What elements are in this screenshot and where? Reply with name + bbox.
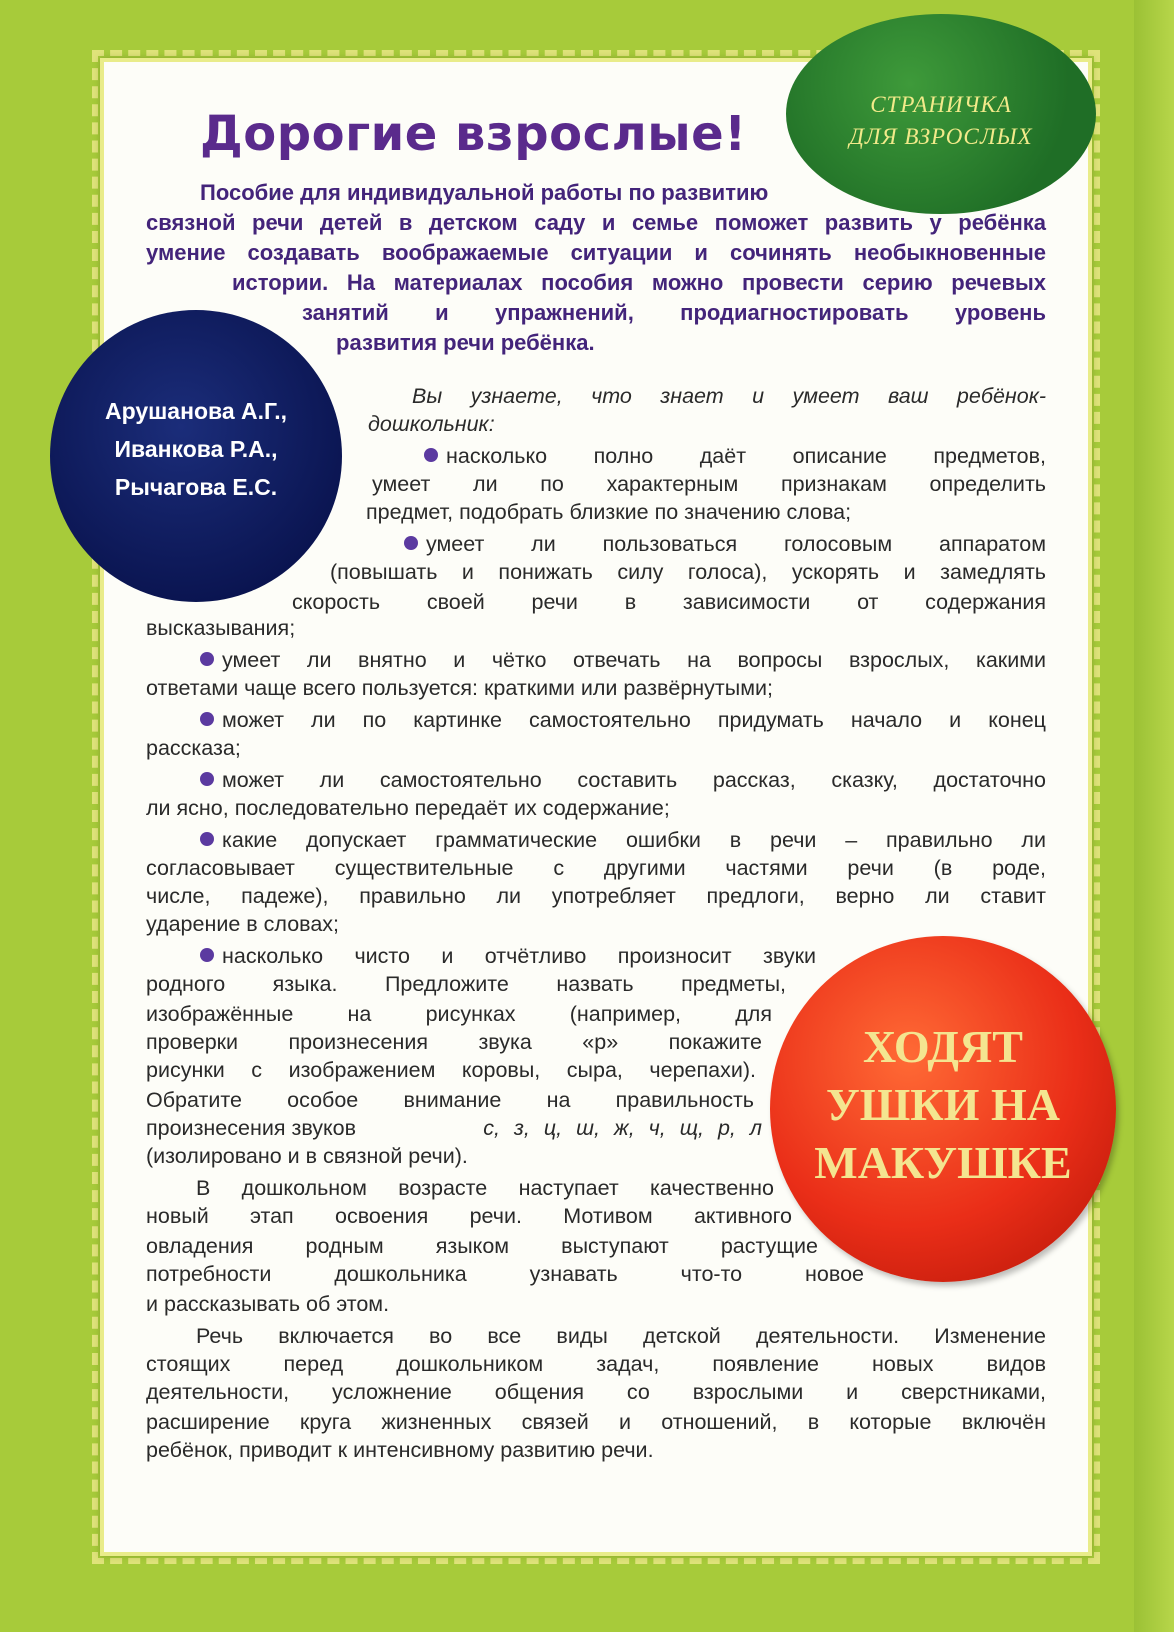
section-title-line: МАКУШКЕ bbox=[814, 1137, 1072, 1188]
author-name: Арушанова А.Г., bbox=[104, 398, 287, 424]
bullet-continuation: рисунки с изображением коровы, сыра, черепахи). bbox=[146, 1058, 756, 1082]
bullet-item: может ли по картинке самостоятельно придумать начало и конец bbox=[200, 706, 1046, 734]
intro-line: занятий и упражнений, продиагностировать уровень bbox=[302, 300, 1046, 325]
paragraph-line: потребности дошкольника узнавать что-то новое bbox=[146, 1262, 864, 1286]
bullet-continuation: числе, падеже), правильно ли употребляет предлоги, верно ли ставит bbox=[146, 884, 1046, 908]
page-heading: Дорогие взрослые! bbox=[200, 106, 747, 162]
intro-line: умение создавать воображаемые ситуации и сочинять необыкновенные bbox=[146, 240, 1046, 265]
paragraph-line: Речь включается во все виды детской деятельности. Изменение bbox=[196, 1324, 1046, 1348]
bullet-continuation: высказывания; bbox=[146, 616, 296, 640]
bullet-item: насколько чисто и отчётливо произносит звуки bbox=[200, 942, 816, 970]
bullet-item: умеет ли пользоваться голосовым аппаратом bbox=[404, 530, 1046, 558]
bullet-dot-icon bbox=[404, 536, 418, 550]
bullet-continuation: скорость своей речи в зависимости от содержания bbox=[292, 590, 1046, 614]
lead-line: дошкольник: bbox=[368, 412, 495, 436]
section-title-circle bbox=[770, 936, 1116, 1282]
bullet-continuation: предмет, подобрать близкие по значению слова; bbox=[366, 500, 852, 524]
section-title-line: УШКИ НА bbox=[826, 1079, 1060, 1130]
bullet-item: какие допускает грамматические ошибки в речи – правильно ли bbox=[200, 826, 1046, 854]
author-name: Иванкова Р.А., bbox=[114, 436, 278, 462]
paragraph-line: В дошкольном возрасте наступает качественно bbox=[196, 1176, 774, 1200]
bullet-continuation: родного языка. Предложите назвать предметы, bbox=[146, 972, 786, 996]
author-name: Рычагова Е.С. bbox=[114, 474, 278, 500]
bullet-item: насколько полно даёт описание предметов, bbox=[424, 442, 1046, 470]
badge-line-2: ДЛЯ ВЗРОСЛЫХ bbox=[849, 124, 1033, 149]
paragraph-line: и рассказывать об этом. bbox=[146, 1292, 390, 1316]
bullet-dot-icon bbox=[200, 652, 214, 666]
paragraph-line: расширение круга жизненных связей и отношений, в которые включён bbox=[146, 1410, 1046, 1434]
bullet-dot-icon bbox=[424, 448, 438, 462]
paragraph-line: новый этап освоения речи. Мотивом активного bbox=[146, 1204, 792, 1228]
paragraph-line: деятельности, усложнение общения со взрослыми и сверстниками, bbox=[146, 1380, 1046, 1404]
bullet-continuation: Обратите особое внимание на правильность bbox=[146, 1088, 754, 1112]
paragraph-line: стоящих перед дошкольником задач, появление новых видов bbox=[146, 1352, 1046, 1376]
bullet-dot-icon bbox=[200, 712, 214, 726]
bullet-item: умеет ли внятно и чётко отвечать на вопросы взрослых, какими bbox=[200, 646, 1046, 674]
bullet-continuation: ли ясно, последовательно передаёт их содержание; bbox=[146, 796, 670, 820]
intro-line: истории. На материалах пособия можно провести серию речевых bbox=[232, 270, 1046, 295]
paragraph-line: ребёнок, приводит к интенсивному развитию речи. bbox=[146, 1438, 654, 1462]
page-background-stripe bbox=[1134, 0, 1174, 1632]
bullet-continuation: согласовывает существительные с другими частями речи (в роде, bbox=[146, 856, 1046, 880]
intro-line: Пособие для индивидуальной работы по развитию bbox=[200, 180, 769, 205]
badge-line-1: СТРАНИЧКА bbox=[870, 92, 1012, 117]
bullet-continuation: рассказа; bbox=[146, 736, 241, 760]
intro-line: связной речи детей в детском саду и семье поможет развить у ребёнка bbox=[146, 210, 1046, 235]
bullet-continuation: умеет ли по характерным признакам определить bbox=[372, 472, 1046, 496]
authors-circle bbox=[50, 310, 342, 602]
bullet-continuation: проверки произнесения звука «р» покажите bbox=[146, 1030, 762, 1054]
intro-line: развития речи ребёнка. bbox=[336, 330, 595, 355]
bullet-continuation: (изолировано и в связной речи). bbox=[146, 1144, 468, 1168]
bullet-continuation: ответами чаще всего пользуется: краткими или развёрнутыми; bbox=[146, 676, 773, 700]
bullet-continuation: (повышать и понижать силу голоса), ускорять и замедлять bbox=[330, 560, 1046, 584]
bullet-dot-icon bbox=[200, 832, 214, 846]
section-title-line: ХОДЯТ bbox=[863, 1021, 1023, 1072]
bullet-dot-icon bbox=[200, 948, 214, 962]
bullet-continuation: ударение в словах; bbox=[146, 912, 340, 936]
lead-line: Вы узнаете, что знает и умеет ваш ребёнок- bbox=[412, 384, 1046, 408]
bullet-item: может ли самостоятельно составить рассказ, сказку, достаточно bbox=[200, 766, 1046, 794]
paragraph-line: овладения родным языком выступают растущие bbox=[146, 1234, 818, 1258]
bullet-dot-icon bbox=[200, 772, 214, 786]
bullet-continuation: произнесения звуков с, з, ц, ш, ж, ч, щ, р, л bbox=[146, 1116, 762, 1140]
bullet-continuation: изображённые на рисунках (например, для bbox=[146, 1002, 772, 1026]
